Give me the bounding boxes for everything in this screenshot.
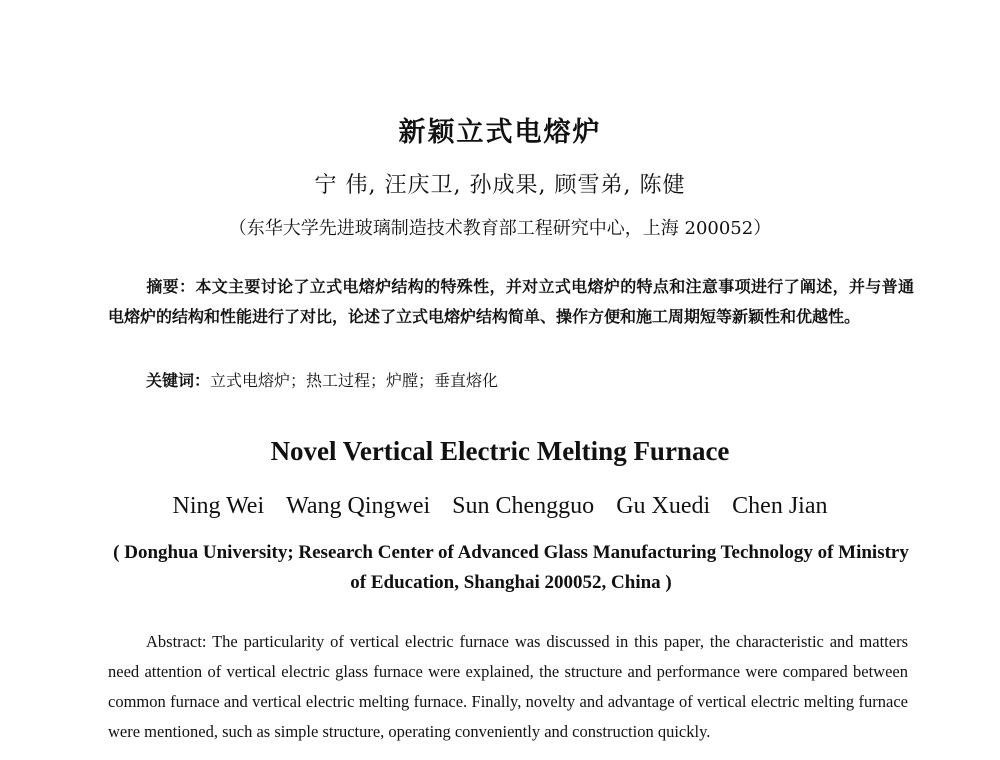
chinese-keywords [146, 366, 498, 396]
author-name: Chen Jian [732, 493, 828, 519]
author-name: Wang Qingwei [286, 493, 431, 519]
author-name: Sun Chengguo [452, 493, 595, 519]
chinese-abstract [108, 272, 914, 332]
chinese-title: 新颖立式电熔炉 [398, 117, 602, 148]
chinese-affiliation: （东华大学先进玻璃制造技术教育部工程研究中心，上海 200052） [228, 218, 772, 239]
english-abstract-label: Abstract: [146, 632, 207, 651]
english-abstract-text: The particularity of vertical electric furnace was discussed in this paper, the characteristic and matters need attention of vertical electric glass furnace were explained, the structure and performance were compared between common furnace and vertical electric melting furnace. Finally, novelty and advantage of vertical electric melting furnace were mentioned, such as simple structure, operating conveniently and construction quickly. [108, 632, 908, 741]
english-affiliation: ( Donghua University; Research Center of Advanced Glass Manufacturing Technology of Ministry of Education, Shanghai 200052, China ) [113, 542, 909, 593]
english-authors [0, 493, 1000, 520]
chinese-authors: 宁 伟, 汪庆卫, 孙成果, 顾雪弟, 陈健 [314, 173, 686, 198]
author-name: Gu Xuedi [616, 493, 711, 519]
english-abstract [108, 627, 908, 747]
chinese-keywords-label: 关键词： [146, 371, 211, 390]
english-title: Novel Vertical Electric Melting Furnace [270, 436, 730, 466]
chinese-abstract-label: 摘要： [146, 277, 196, 296]
chinese-keywords-text: 立式电熔炉；热工过程；炉膛；垂直熔化 [210, 371, 499, 390]
chinese-abstract-text: 本文主要讨论了立式电熔炉结构的特殊性，并对立式电熔炉的特点和注意事项进行了阐述，并与普通电熔炉的结构和性能进行了对比，论述了立式电熔炉结构简单、操作方便和施工周期短等新颖性和优越性。 [108, 277, 914, 326]
author-name: Ning Wei [172, 493, 265, 519]
